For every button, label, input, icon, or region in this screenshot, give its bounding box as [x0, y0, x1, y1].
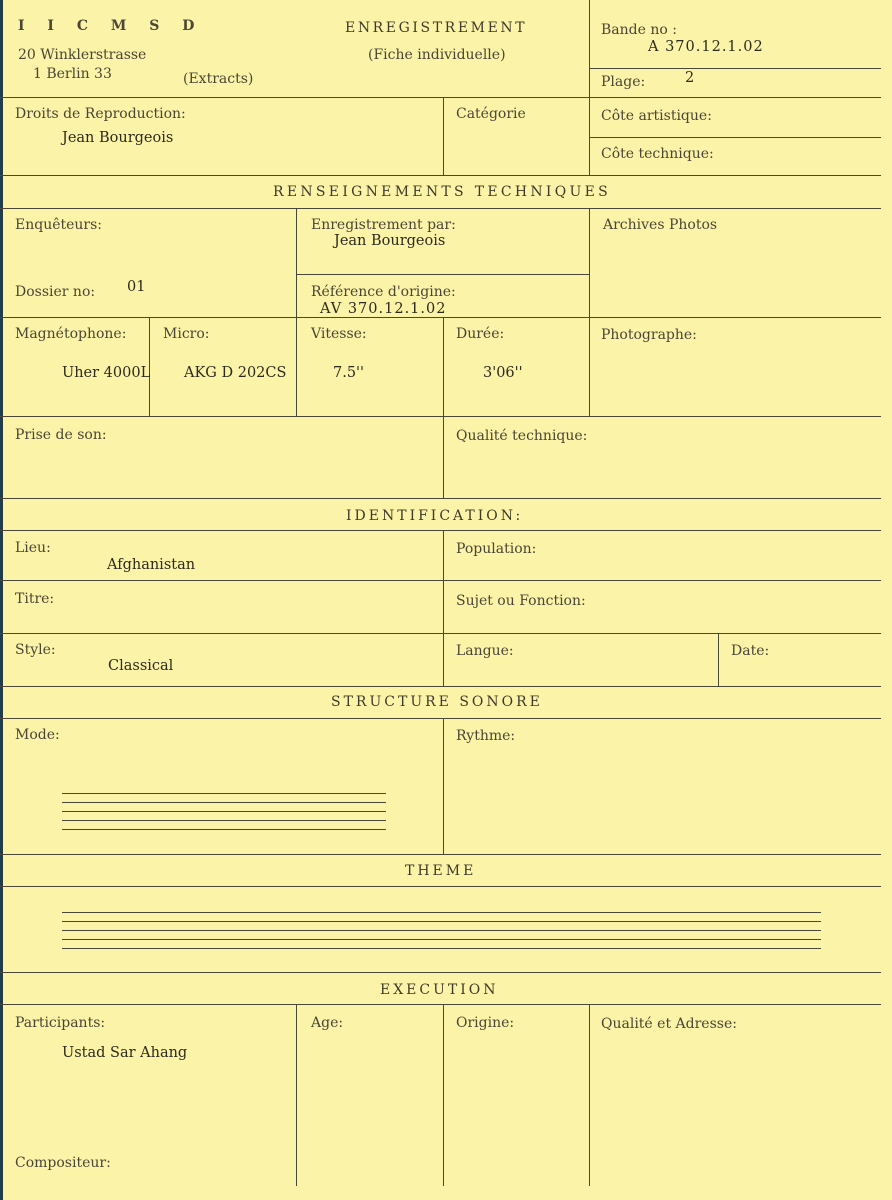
rythme-label: Rythme: [456, 728, 516, 744]
staff-line [62, 793, 386, 794]
droits-value: Jean Bourgeois [62, 130, 174, 146]
rule [0, 97, 881, 98]
rule [443, 718, 444, 854]
section-title-theme: THEME [405, 863, 477, 879]
photographe-label: Photographe: [601, 327, 697, 343]
rule [296, 1004, 297, 1186]
cote-technique-label: Côte technique: [601, 146, 714, 162]
mode-label: Mode: [15, 727, 60, 743]
rule [0, 530, 881, 531]
staff-line [62, 811, 386, 812]
rule [0, 1004, 881, 1005]
dossier-label: Dossier no: [15, 284, 96, 300]
rule [443, 317, 444, 498]
staff-line [62, 939, 821, 940]
enregistrement-par-value: Jean Bourgeois [334, 233, 446, 249]
magnetophone-label: Magnétophone: [15, 326, 127, 342]
staff-line [62, 802, 386, 803]
rule [589, 208, 590, 416]
rule [443, 97, 444, 175]
micro-value: AKG D 202CS [184, 365, 287, 381]
rule [589, 68, 881, 69]
compositeur-label: Compositeur: [15, 1155, 111, 1171]
rule [296, 274, 589, 275]
enqueteurs-label: Enquêteurs: [15, 217, 103, 233]
section-title-technique: RENSEIGNEMENTS TECHNIQUES [273, 184, 612, 200]
rule [589, 0, 590, 175]
lieu-label: Lieu: [15, 540, 51, 556]
population-label: Population: [456, 541, 537, 557]
section-title-execution: EXECUTION [380, 982, 499, 998]
staff-line [62, 912, 821, 913]
plage-value: 2 [685, 70, 695, 86]
lieu-value: Afghanistan [107, 557, 196, 573]
rule [0, 886, 881, 887]
form-subtitle: (Fiche individuelle) [368, 47, 506, 63]
rule [0, 175, 881, 176]
staff-line [62, 820, 386, 821]
duree-value: 3'06'' [483, 365, 523, 381]
institute-logo: I I C M S D [18, 18, 204, 34]
style-label: Style: [15, 642, 56, 658]
extracts-note: (Extracts) [183, 71, 254, 87]
staff-line [62, 829, 386, 830]
participants-value: Ustad Sar Ahang [62, 1045, 188, 1061]
rule [0, 317, 881, 318]
section-title-identification: IDENTIFICATION: [346, 508, 524, 524]
rule [0, 208, 881, 209]
address-line-2: 1 Berlin 33 [33, 66, 112, 82]
vitesse-label: Vitesse: [311, 326, 367, 342]
enregistrement-par-label: Enregistrement par: [311, 217, 456, 233]
bande-label: Bande no : [601, 22, 677, 38]
staff-line [62, 930, 821, 931]
titre-label: Titre: [15, 591, 55, 607]
form-title: ENREGISTREMENT [345, 20, 528, 36]
rule [0, 972, 881, 973]
rule [0, 498, 881, 499]
micro-label: Micro: [163, 326, 210, 342]
rule [443, 530, 444, 686]
rule [718, 633, 719, 686]
staff-line [62, 921, 821, 922]
reference-value: AV 370.12.1.02 [320, 301, 447, 317]
droits-label: Droits de Reproduction: [15, 106, 186, 122]
prise-de-son-label: Prise de son: [15, 427, 107, 443]
rule [0, 580, 881, 581]
rule [443, 1004, 444, 1186]
rule [589, 137, 881, 138]
rule [589, 1004, 590, 1186]
sujet-fonction-label: Sujet ou Fonction: [456, 593, 586, 609]
rule [0, 854, 881, 855]
reference-label: Référence d'origine: [311, 284, 456, 300]
participants-label: Participants: [15, 1015, 106, 1031]
style-value: Classical [108, 658, 174, 674]
magnetophone-value: Uher 4000L [62, 365, 151, 381]
section-title-structure: STRUCTURE SONORE [331, 694, 543, 710]
categorie-label: Catégorie [456, 106, 526, 122]
qualite-technique-label: Qualité technique: [456, 428, 588, 444]
duree-label: Durée: [456, 326, 505, 342]
bande-value: A 370.12.1.02 [648, 39, 764, 55]
vitesse-value: 7.5'' [333, 365, 365, 381]
qualite-adresse-label: Qualité et Adresse: [601, 1016, 737, 1032]
date-label: Date: [731, 643, 770, 659]
staff-line [62, 948, 821, 949]
rule [0, 718, 881, 719]
plage-label: Plage: [601, 74, 646, 90]
rule [296, 208, 297, 416]
archives-photos-label: Archives Photos [603, 217, 718, 233]
rule [0, 633, 881, 634]
rule [0, 416, 881, 417]
rule [0, 686, 881, 687]
cote-artistique-label: Côte artistique: [601, 108, 712, 124]
age-label: Age: [311, 1015, 344, 1031]
origine-label: Origine: [456, 1015, 515, 1031]
dossier-value: 01 [127, 279, 146, 295]
langue-label: Langue: [456, 643, 514, 659]
address-line-1: 20 Winklerstrasse [18, 47, 147, 63]
